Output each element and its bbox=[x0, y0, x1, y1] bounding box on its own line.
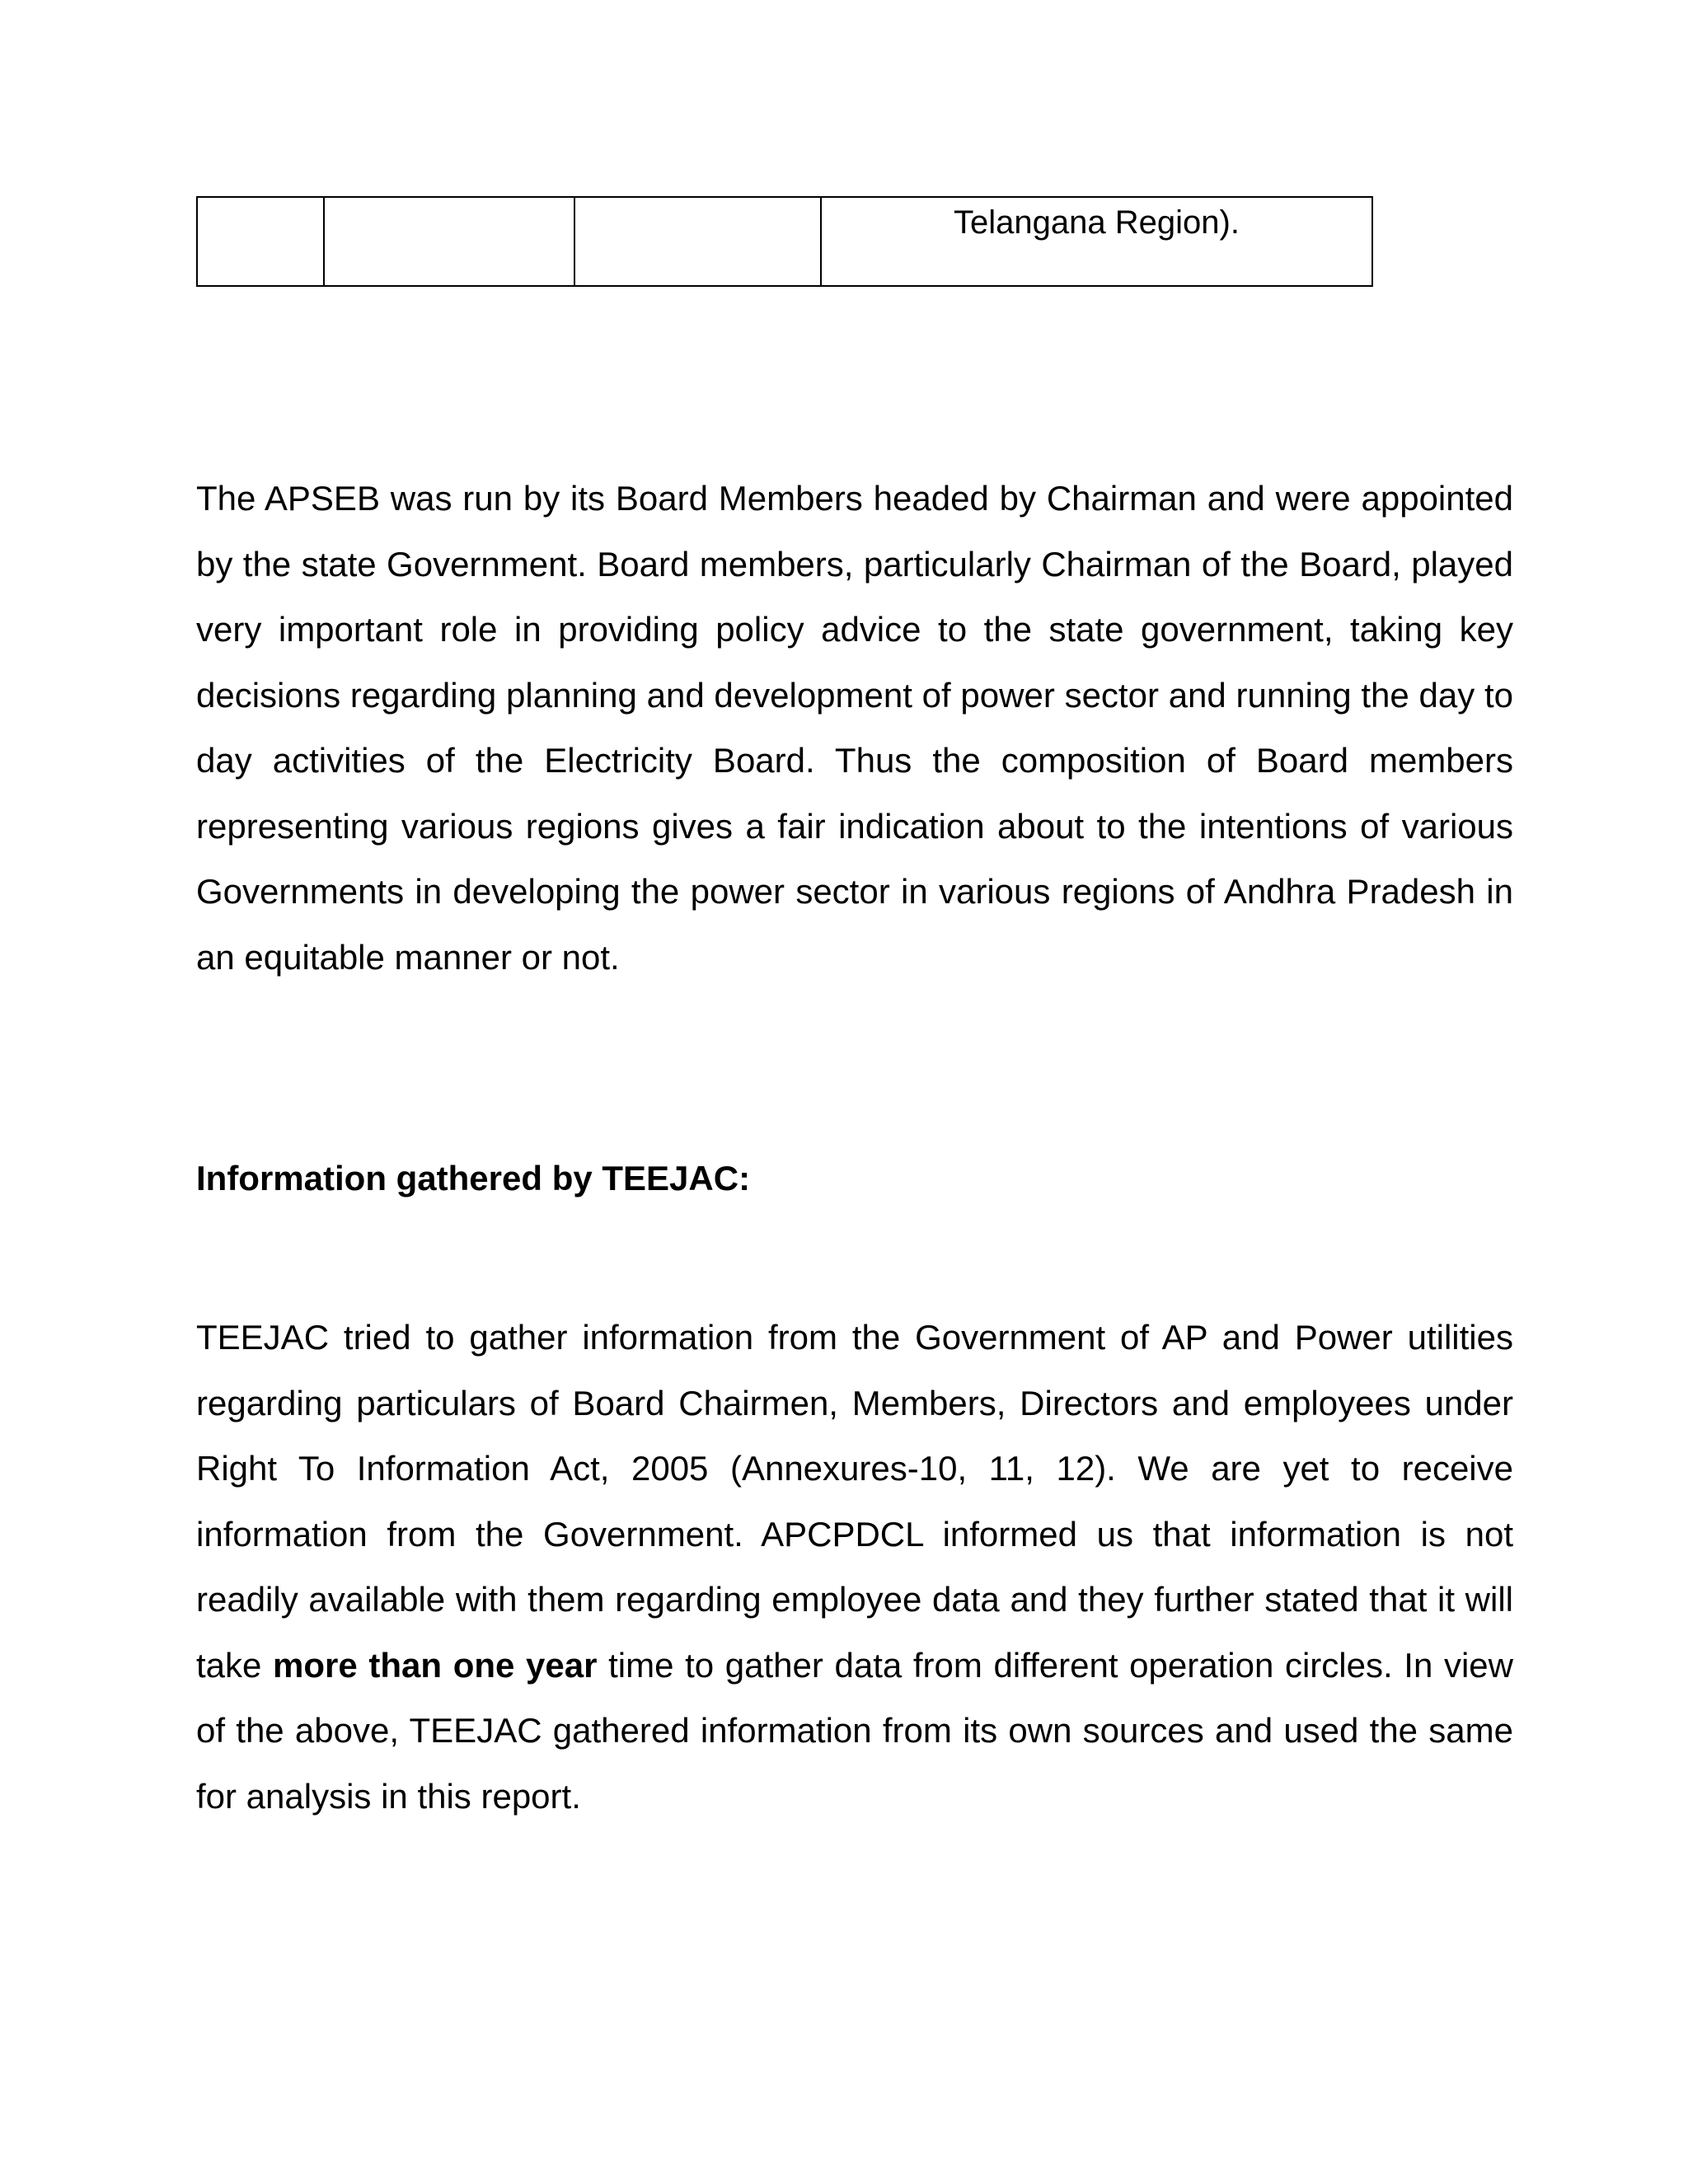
section-heading: Information gathered by TEEJAC: bbox=[196, 1159, 751, 1197]
table-cell-3 bbox=[574, 197, 821, 286]
table-cell-1 bbox=[197, 197, 324, 286]
paragraph-teejac-info bbox=[196, 1305, 1513, 1829]
paragraph-text-before-bold: TEEJAC tried to gather information from the Government of AP and Power utilities regarding particulars of Board Chairmen, Members, Directors and employees under Right To Information Act, 2005 (Annexures-10, 11, 12). We are yet to receive information from the Government. APCPDCL informed us that information is not readily available with them regarding employee data and they further stated that it will take bbox=[196, 1318, 1513, 1685]
paragraph-apseb-board: The APSEB was run by its Board Members headed by Chairman and were appointed by the state Government. Board members, particularly Chairman of the Board, played very important role in providing policy advice to the state government, taking key decisions regarding planning and development of power sector and running the day to day activities of the Electricity Board. Thus the composition of Board members representing various regions gives a fair indication about to the intentions of various Governments in developing the power sector in various regions of Andhra Pradesh in an equitable manner or not. bbox=[196, 479, 1513, 977]
table-row bbox=[197, 197, 1372, 286]
table-cell-4: Telangana Region). bbox=[821, 197, 1372, 286]
table-fragment bbox=[196, 196, 1373, 287]
table-cell-2 bbox=[324, 197, 574, 286]
paragraph-text-after-bold: time to gather data from different operation circles. In view of the above, TEEJAC gathered information from its own sources and used the same for analysis in this report. bbox=[196, 1645, 1513, 1816]
bold-emphasis: more than one year bbox=[273, 1645, 598, 1685]
